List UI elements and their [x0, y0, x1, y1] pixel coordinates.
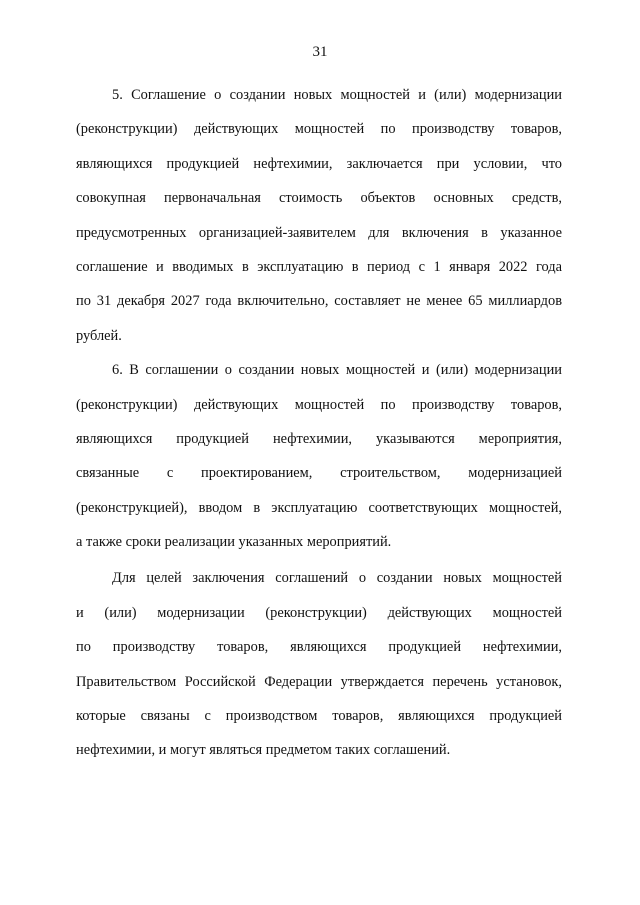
text-line: и (или) модернизации (реконструкции) действующих мощностей: [76, 604, 562, 621]
text-line: а также сроки реализации указанных мероприятий.: [76, 534, 392, 551]
text-line: по 31 декабря 2027 года включительно, составляет не менее 65 миллиардов: [76, 293, 562, 310]
page-number: 31: [312, 44, 328, 60]
paragraph-purposes: [76, 561, 562, 767]
text-line: Правительством Российской Федерации утверждается перечень установок,: [76, 673, 562, 690]
paragraph-5: [76, 78, 562, 353]
text-line: являющихся продукцией нефтехимии, заключается при условии, что: [76, 155, 562, 172]
text-line: связанные с проектированием, строительством, модернизацией: [76, 465, 562, 482]
text-line: Для целей заключения соглашений о создании новых мощностей: [112, 570, 562, 587]
text-line: предусмотренных организацией-заявителем для включения в указанное: [76, 224, 562, 241]
text-line: являющихся продукцией нефтехимии, указываются мероприятия,: [76, 430, 562, 447]
text-line: нефтехимии, и могут являться предметом таких соглашений.: [76, 742, 451, 759]
text-line: совокупная первоначальная стоимость объектов основных средств,: [76, 190, 562, 207]
text-line: (реконструкцией), вводом в эксплуатацию соответствующих мощностей,: [76, 499, 562, 516]
paragraph-6: [76, 353, 562, 559]
text-line: рублей.: [76, 327, 122, 344]
text-line: (реконструкции) действующих мощностей по производству товаров,: [76, 121, 562, 138]
text-line: 6. В соглашении о создании новых мощностей и (или) модернизации: [112, 362, 562, 379]
text-line: 5. Соглашение о создании новых мощностей и (или) модернизации: [112, 87, 562, 103]
text-line: (реконструкции) действующих мощностей по производству товаров,: [76, 396, 562, 413]
text-line: по производству товаров, являющихся продукцией нефтехимии,: [76, 639, 562, 656]
text-line: которые связаны с производством товаров, являющихся продукцией: [76, 708, 562, 725]
document-body: [76, 78, 562, 768]
text-line: соглашение и вводимых в эксплуатацию в период с 1 января 2022 года: [76, 258, 562, 275]
